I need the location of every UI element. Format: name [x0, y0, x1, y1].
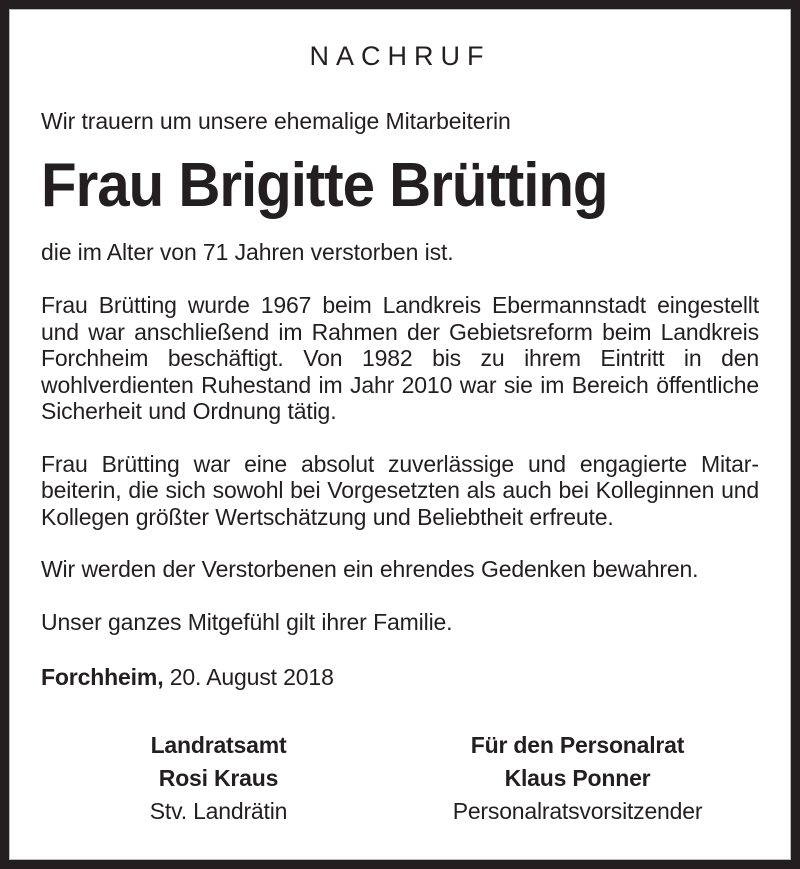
- age-line: die im Alter von 71 Jahren verstorben ist.: [41, 239, 454, 266]
- signature-person-name: Klaus Ponner: [504, 765, 651, 792]
- remembrance-paragraph: Wir werden der Verstorbenen ein ehrendes Gedenken bewahren.: [41, 556, 699, 583]
- place-label: Forchheim,: [41, 664, 164, 691]
- signature-column-personalrat: [396, 729, 759, 828]
- condolence-paragraph: Unser ganzes Mitgefühl gilt ihrer Familie.: [41, 608, 453, 635]
- signature-block: [41, 691, 759, 828]
- tribute-paragraph: Frau Brütting war eine absolut zuverlässige und engagierte Mitarbeiterin, die sich sowohl bei Vorgesetzten als auch bei Kolleginnen und Kollegen größter Wertschätzung und Beliebtheit erfreute.: [41, 450, 759, 530]
- notice-content-area: [9, 9, 791, 860]
- date-label: 20. August 2018: [163, 664, 334, 691]
- intro-line: Wir trauern um unsere ehemalige Mitarbeiterin: [41, 108, 511, 134]
- signature-organisation: Landratsamt: [150, 732, 287, 759]
- signature-organisation: Für den Personalrat: [470, 732, 685, 759]
- deceased-name: Frau Brigitte Brütting: [41, 151, 608, 221]
- biography-paragraph: Frau Brütting wurde 1967 beim Landkreis Ebermannstadt eingestellt und war anschließend im Rahmen der Gebietsreform beim Landkreis Forchheim beschäftigt. Von 1982 bis zu ihrem Eintritt in den wohlverdienten Ruhestand im Jahr 2010 war sie im Bereich öffentliche Sicherheit und Ordnung tätig.: [41, 292, 759, 425]
- signature-person-name: Rosi Kraus: [158, 765, 279, 792]
- notice-heading: NACHRUF: [309, 41, 491, 71]
- signature-column-landratsamt: [41, 729, 396, 828]
- place-and-date: [41, 635, 759, 691]
- signature-person-role: Personalratsvorsitzender: [452, 798, 703, 825]
- signature-person-role: Stv. Landrätin: [149, 798, 288, 825]
